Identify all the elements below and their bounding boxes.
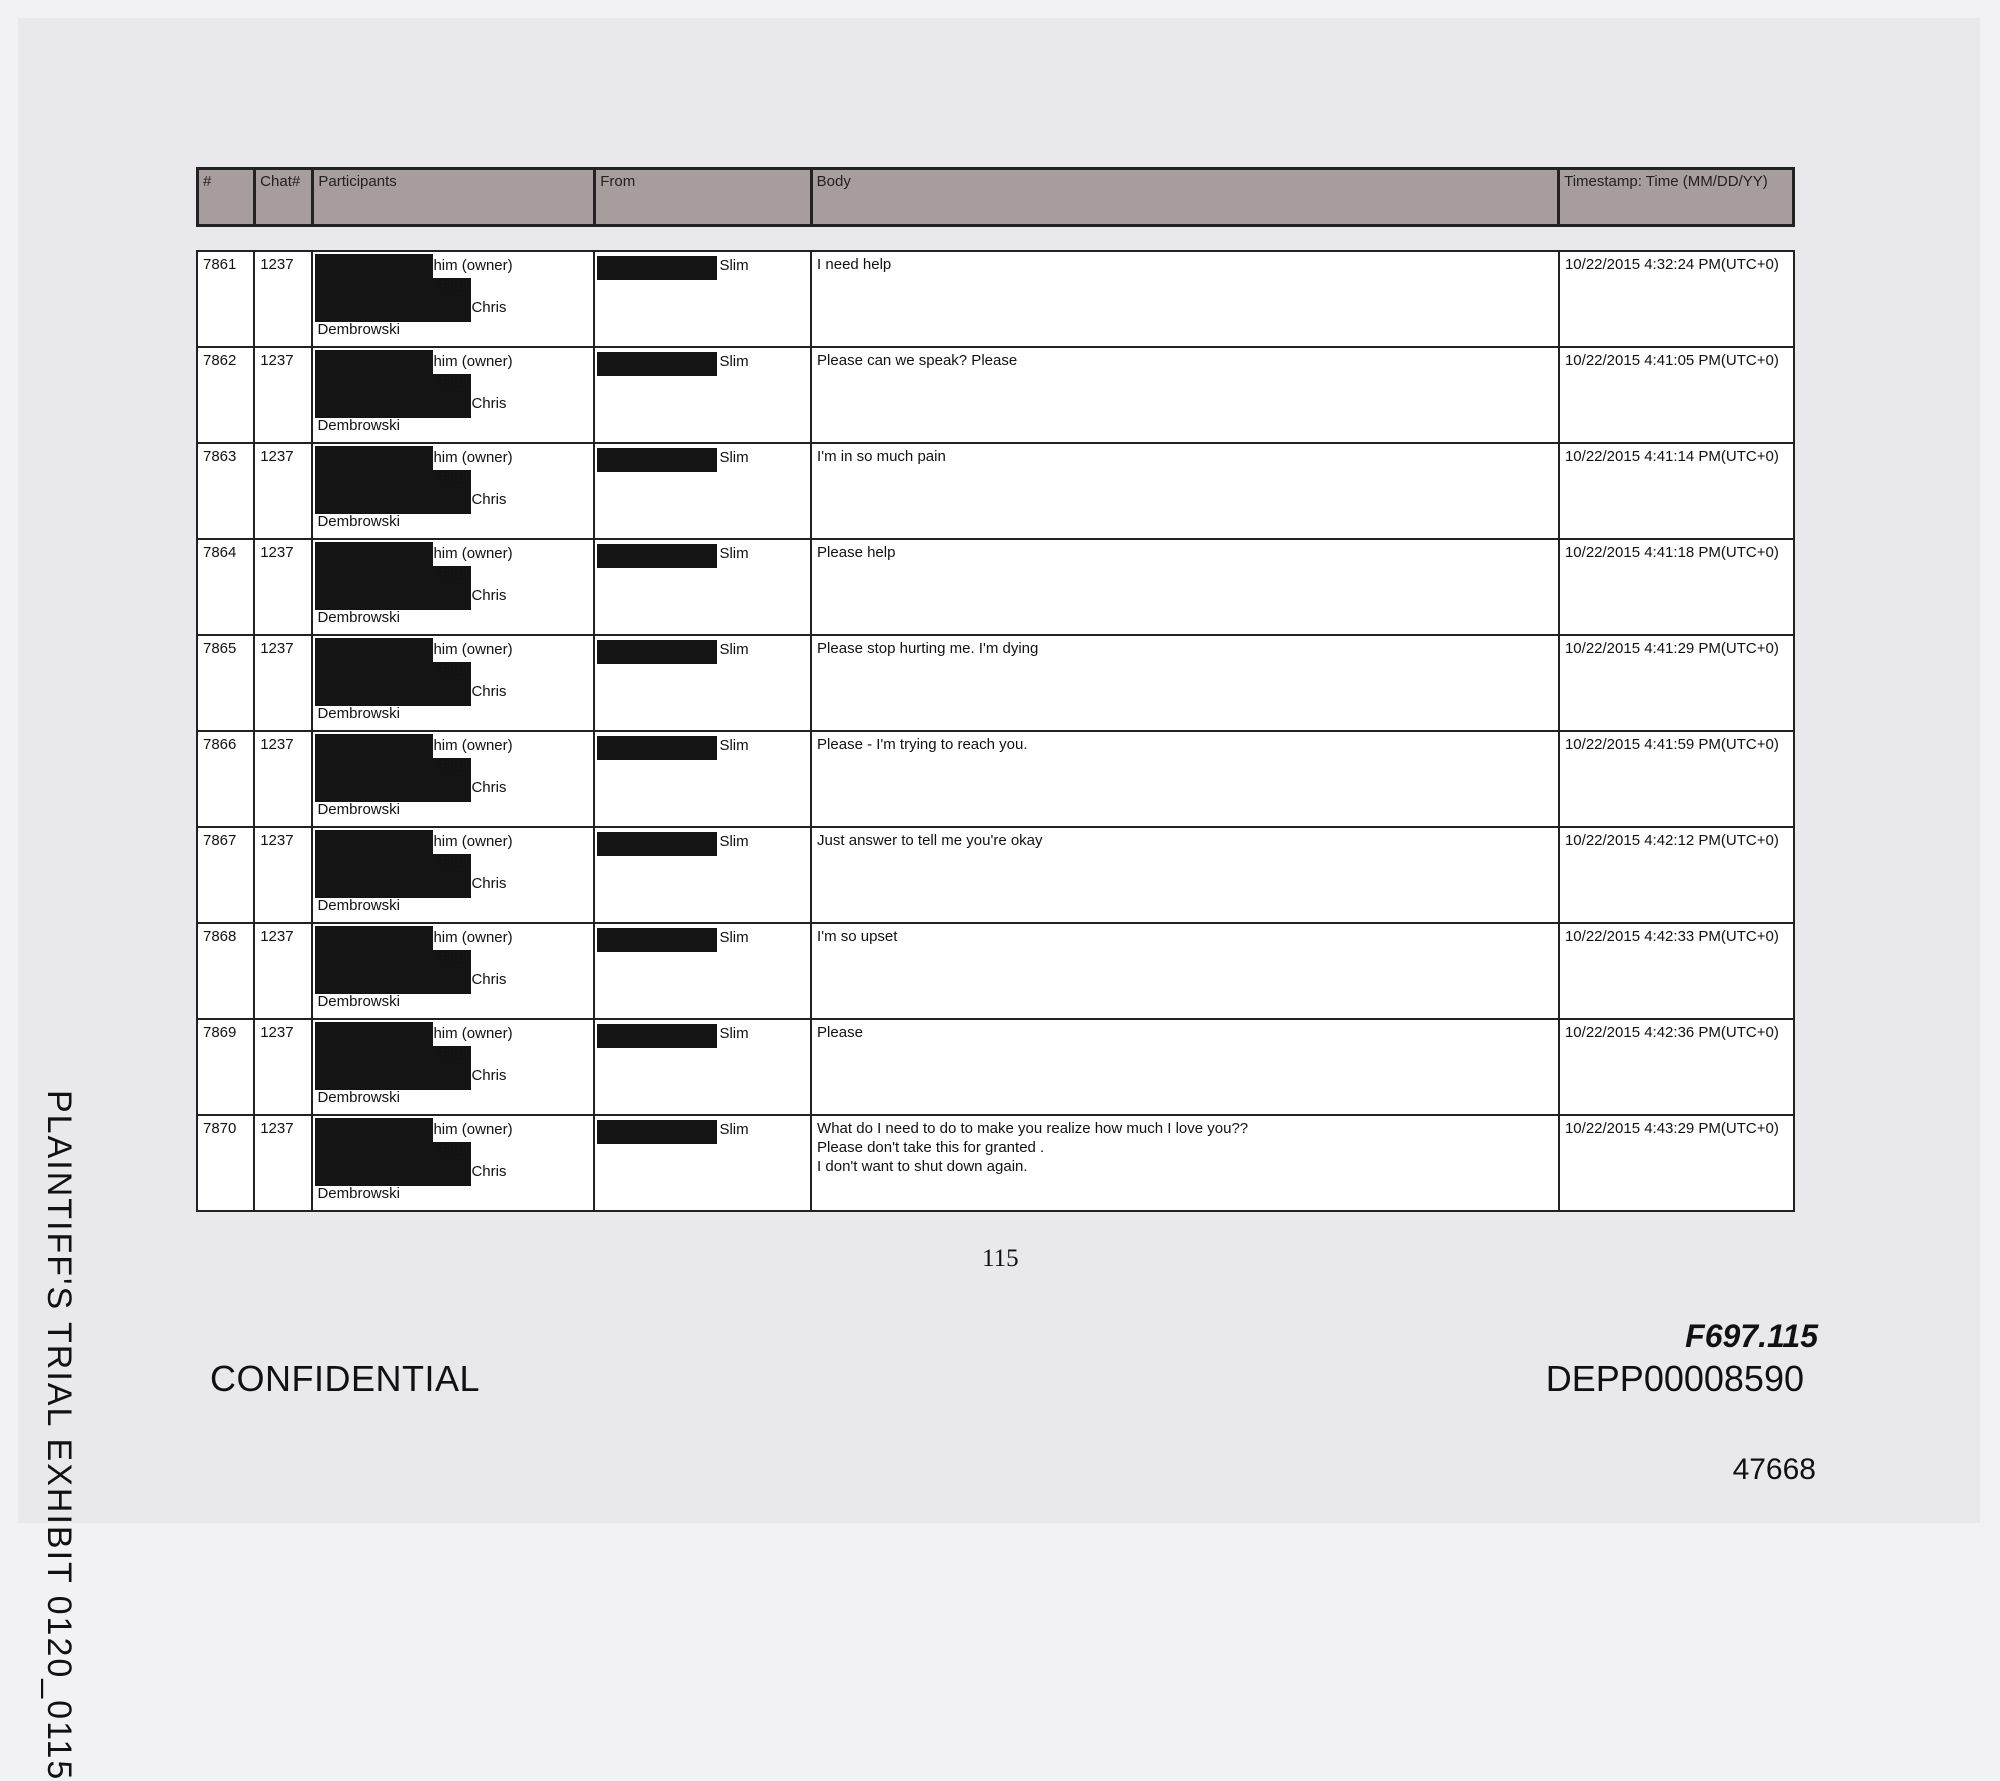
messages-table (196, 250, 1795, 1212)
table-row (197, 827, 1794, 923)
participant-owner: him (owner) (433, 641, 513, 658)
row-number: 7861 (197, 251, 254, 347)
participant-chris: Chris (471, 491, 507, 508)
participant-chris: Chris (471, 587, 507, 604)
participants-cell (312, 347, 594, 443)
participant-slim: Slim (437, 660, 467, 677)
participant-surname: Dembrowski (317, 1185, 400, 1202)
message-body-line: Please (817, 1024, 863, 1041)
from-cell (594, 731, 811, 827)
participant-surname: Dembrowski (317, 705, 400, 722)
sender-name: Slim (719, 449, 749, 466)
table-row (197, 347, 1794, 443)
row-number: 7862 (197, 347, 254, 443)
chat-number: 1237 (254, 923, 312, 1019)
participants-cell (312, 827, 594, 923)
row-number: 7868 (197, 923, 254, 1019)
message-body (811, 1115, 1559, 1211)
row-number: 7865 (197, 635, 254, 731)
participant-chris: Chris (471, 971, 507, 988)
redaction-block (315, 734, 433, 760)
redaction-block (597, 1024, 717, 1048)
participant-chris: Chris (471, 875, 507, 892)
timestamp: 10/22/2015 4:41:29 PM(UTC+0) (1559, 635, 1794, 731)
table-row (197, 1019, 1794, 1115)
participant-slim: Slim (437, 564, 467, 581)
message-body-line: Please can we speak? Please (817, 352, 1018, 369)
table-row (197, 1115, 1794, 1211)
participant-slim: Slim (437, 756, 467, 773)
message-body-line: I'm in so much pain (817, 448, 946, 465)
participants-cell (312, 731, 594, 827)
redaction-block (315, 926, 433, 952)
message-body-line: I need help (817, 256, 892, 273)
timestamp: 10/22/2015 4:43:29 PM(UTC+0) (1559, 1115, 1794, 1211)
redaction-block (315, 638, 433, 664)
participant-slim: Slim (437, 276, 467, 293)
timestamp: 10/22/2015 4:42:12 PM(UTC+0) (1559, 827, 1794, 923)
participant-owner: him (owner) (433, 929, 513, 946)
participant-surname: Dembrowski (317, 513, 400, 530)
header-number: # (198, 169, 255, 226)
participant-owner: him (owner) (433, 737, 513, 754)
from-cell (594, 1019, 811, 1115)
participant-chris: Chris (471, 1067, 507, 1084)
participant-chris: Chris (471, 395, 507, 412)
redaction-block (315, 350, 433, 376)
redaction-block (597, 1120, 717, 1144)
message-body (811, 1019, 1559, 1115)
header-timestamp: Timestamp: Time (MM/DD/YY) (1559, 169, 1794, 226)
page-number: 115 (982, 1245, 1019, 1272)
participant-slim: Slim (437, 468, 467, 485)
sender-name: Slim (719, 929, 749, 946)
chat-number: 1237 (254, 539, 312, 635)
header-participants: Participants (313, 169, 595, 226)
row-number: 7870 (197, 1115, 254, 1211)
participant-owner: him (owner) (433, 1025, 513, 1042)
timestamp: 10/22/2015 4:41:05 PM(UTC+0) (1559, 347, 1794, 443)
participant-chris: Chris (471, 779, 507, 796)
header-body: Body (811, 169, 1558, 226)
participant-slim: Slim (437, 1140, 467, 1157)
redaction-block (597, 832, 717, 856)
chat-number: 1237 (254, 1019, 312, 1115)
redaction-block (315, 830, 433, 856)
message-body-line: I'm so upset (817, 928, 898, 945)
from-cell (594, 923, 811, 1019)
table-row (197, 539, 1794, 635)
redaction-block (597, 544, 717, 568)
participant-owner: him (owner) (433, 449, 513, 466)
header-chat: Chat# (255, 169, 313, 226)
from-cell (594, 347, 811, 443)
redaction-block (315, 542, 433, 568)
from-cell (594, 443, 811, 539)
participant-surname: Dembrowski (317, 897, 400, 914)
participant-surname: Dembrowski (317, 609, 400, 626)
sender-name: Slim (719, 257, 749, 274)
row-number: 7869 (197, 1019, 254, 1115)
participant-slim: Slim (437, 852, 467, 869)
from-cell (594, 827, 811, 923)
sender-name: Slim (719, 353, 749, 370)
participant-chris: Chris (471, 1163, 507, 1180)
participant-slim: Slim (437, 1044, 467, 1061)
message-body (811, 731, 1559, 827)
redaction-block (315, 1118, 433, 1144)
message-body (811, 347, 1559, 443)
message-body-line: Just answer to tell me you're okay (817, 832, 1043, 849)
participant-slim: Slim (437, 372, 467, 389)
from-cell (594, 251, 811, 347)
redaction-block (597, 256, 717, 280)
message-body (811, 827, 1559, 923)
redaction-block (597, 640, 717, 664)
message-body-line: Please - I'm trying to reach you. (817, 736, 1028, 753)
participants-cell (312, 443, 594, 539)
message-body (811, 539, 1559, 635)
participant-owner: him (owner) (433, 257, 513, 274)
table-row (197, 635, 1794, 731)
timestamp: 10/22/2015 4:42:36 PM(UTC+0) (1559, 1019, 1794, 1115)
sender-name: Slim (719, 641, 749, 658)
row-number: 7867 (197, 827, 254, 923)
row-number: 7863 (197, 443, 254, 539)
timestamp: 10/22/2015 4:41:14 PM(UTC+0) (1559, 443, 1794, 539)
confidential-label: CONFIDENTIAL (210, 1358, 481, 1399)
from-cell (594, 1115, 811, 1211)
participant-owner: him (owner) (433, 1121, 513, 1138)
chat-number: 1237 (254, 731, 312, 827)
redaction-block (597, 928, 717, 952)
sender-name: Slim (719, 737, 749, 754)
message-body (811, 251, 1559, 347)
participant-surname: Dembrowski (317, 1089, 400, 1106)
from-cell (594, 635, 811, 731)
redaction-block (597, 448, 717, 472)
participant-owner: him (owner) (433, 833, 513, 850)
sender-name: Slim (719, 545, 749, 562)
message-body (811, 923, 1559, 1019)
timestamp: 10/22/2015 4:42:33 PM(UTC+0) (1559, 923, 1794, 1019)
message-body-line: Please don't take this for granted . (817, 1139, 1045, 1156)
timestamp: 10/22/2015 4:41:18 PM(UTC+0) (1559, 539, 1794, 635)
from-cell (594, 539, 811, 635)
participants-cell (312, 635, 594, 731)
exhibit-stamp: PLAINTIFF'S TRIAL EXHIBIT 0120_0115 (40, 1090, 78, 1781)
table-row (197, 443, 1794, 539)
table-header (196, 167, 1795, 227)
participant-surname: Dembrowski (317, 417, 400, 434)
redaction-block (315, 1022, 433, 1048)
message-body-line: Please stop hurting me. I'm dying (817, 640, 1039, 657)
participants-cell (312, 539, 594, 635)
chat-number: 1237 (254, 251, 312, 347)
chat-number: 1237 (254, 635, 312, 731)
message-body-line: What do I need to do to make you realize how much I love you?? (817, 1120, 1249, 1137)
table-row (197, 251, 1794, 347)
redaction-block (597, 736, 717, 760)
participant-surname: Dembrowski (317, 801, 400, 818)
participant-surname: Dembrowski (317, 993, 400, 1010)
sender-name: Slim (719, 1121, 749, 1138)
bates-number: 47668 (1732, 1453, 1816, 1486)
participants-cell (312, 1115, 594, 1211)
exhibit-code: F697.115 (1685, 1318, 1818, 1354)
participants-cell (312, 923, 594, 1019)
participant-surname: Dembrowski (317, 321, 400, 338)
message-body (811, 443, 1559, 539)
chat-number: 1237 (254, 1115, 312, 1211)
chat-number: 1237 (254, 347, 312, 443)
table-row (197, 731, 1794, 827)
participant-owner: him (owner) (433, 353, 513, 370)
table-row (197, 923, 1794, 1019)
document-id: DEPP00008590 (1545, 1358, 1804, 1399)
chat-number: 1237 (254, 827, 312, 923)
participant-owner: him (owner) (433, 545, 513, 562)
sender-name: Slim (719, 833, 749, 850)
message-body-line: Please help (817, 544, 896, 561)
redaction-block (597, 352, 717, 376)
header-from: From (595, 169, 811, 226)
participants-cell (312, 251, 594, 347)
message-body-line: I don't want to shut down again. (817, 1158, 1028, 1175)
message-body (811, 635, 1559, 731)
sender-name: Slim (719, 1025, 749, 1042)
row-number: 7866 (197, 731, 254, 827)
messages-table-body (197, 251, 1794, 1211)
participant-slim: Slim (437, 948, 467, 965)
timestamp: 10/22/2015 4:41:59 PM(UTC+0) (1559, 731, 1794, 827)
chat-number: 1237 (254, 443, 312, 539)
participant-chris: Chris (471, 299, 507, 316)
timestamp: 10/22/2015 4:32:24 PM(UTC+0) (1559, 251, 1794, 347)
participant-chris: Chris (471, 683, 507, 700)
redaction-block (315, 446, 433, 472)
row-number: 7864 (197, 539, 254, 635)
redaction-block (315, 254, 433, 280)
participants-cell (312, 1019, 594, 1115)
